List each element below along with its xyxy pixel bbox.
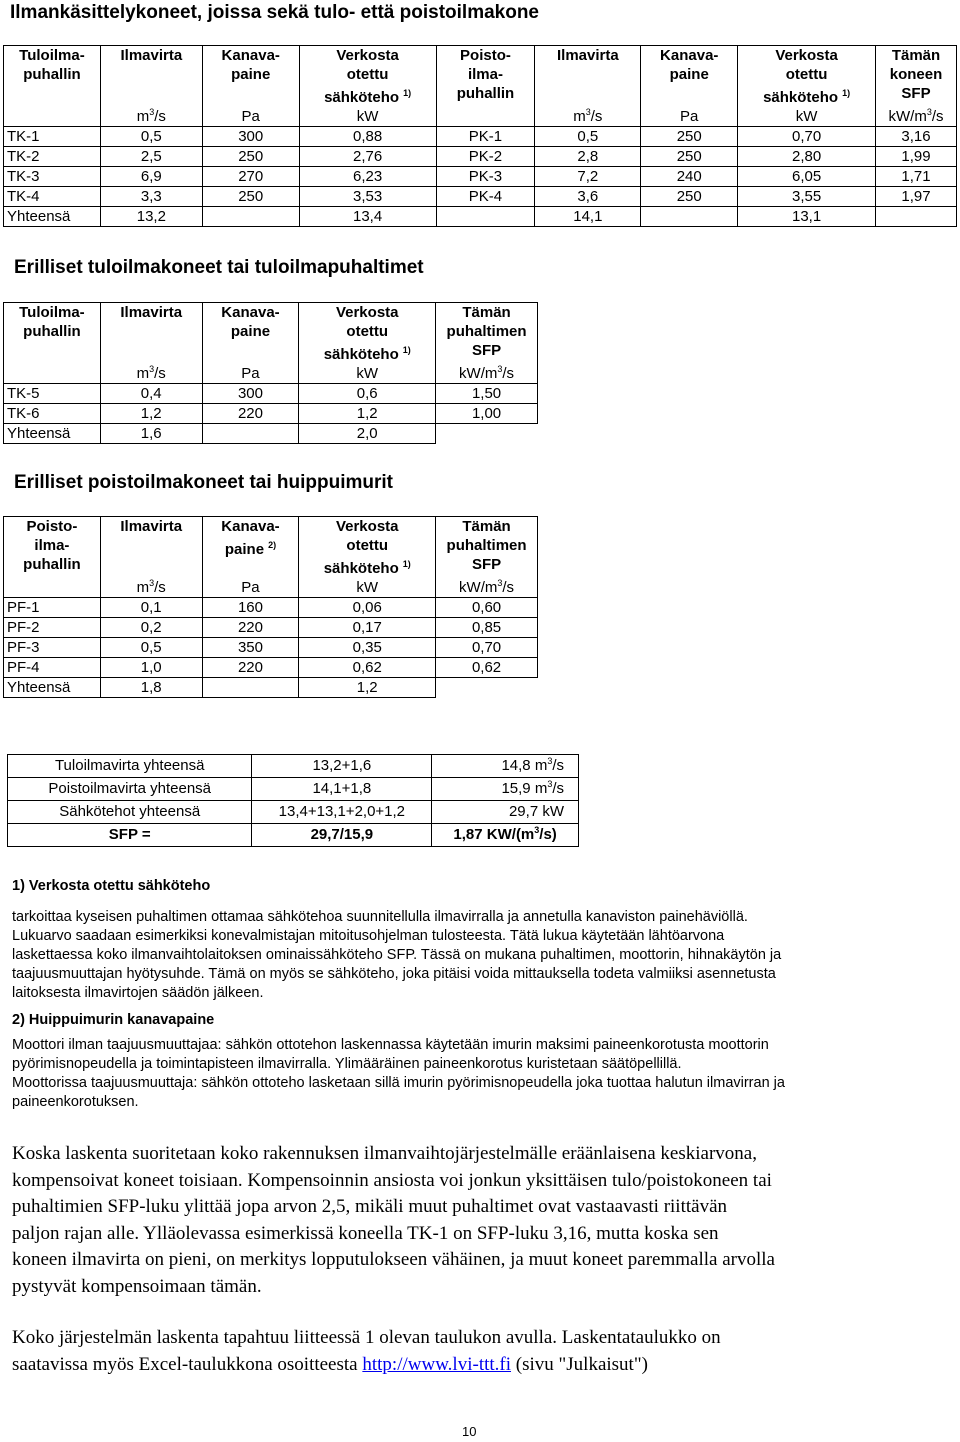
header-exhaust-fan: Poisto- ilma- puhallin	[436, 46, 535, 108]
note-2-line: Moottorissa taajuusmuuttaja: sähkön ottoteho lasketaan sillä imurin pyörimisnopeudella joka tuottaa halutun ilmavirran ja	[12, 1075, 785, 1091]
unit-pa: Pa	[641, 107, 738, 127]
table-row: PF-3 0,5 350 0,35 0,70	[4, 638, 538, 658]
header-airflow-2: Ilmavirta	[535, 46, 641, 108]
unit-pa: Pa	[202, 578, 299, 598]
header-power: Verkosta otettu sähköteho $^{1)}$	[299, 517, 436, 579]
table-row: TK-2 2,5 250 2,76 PK-2 2,8 250 2,80 1,99	[4, 147, 957, 167]
table-row: TK-5 0,4 300 0,6 1,50	[4, 384, 538, 404]
note-1-line: tarkoittaa kyseisen puhaltimen ottamaa sähkötehoa suunnitellulla ilmavirralla ja annetulla kanaviston painehäviöllä.	[12, 909, 748, 925]
table-row: TK-6 1,2 220 1,2 1,00	[4, 404, 538, 424]
header-duct-pressure-2: Kanava- paine	[641, 46, 738, 108]
unit-m3s: $m^3/s$	[100, 107, 202, 127]
note-2-title: 2) Huippuimurin kanavapaine	[12, 1012, 215, 1028]
summary-row: Sähkötehot yhteensä 13,4+13,1+2,0+1,2 29,7 kW	[8, 801, 579, 824]
header-exhaust-fan: Poisto- ilma- puhallin	[4, 517, 101, 579]
unit-kw: kW	[738, 107, 876, 127]
header-duct-pressure: Kanava- paine	[202, 46, 299, 108]
paragraph-2: Koko järjestelmän laskenta tapahtuu liitteessä 1 olevan taulukon avulla. Laskentataulukko on saatavissa myös Excel-taulukkona osoitteesta http://www.lvi-ttt.fi (sivu "Julkaisut")	[12, 1327, 721, 1375]
unit-m3s: $m^3/s$	[535, 107, 641, 127]
heading-3: Erilliset poistoilmakoneet tai huippuimurit	[14, 472, 393, 493]
unit-m3s: $m^3/s$	[100, 578, 202, 598]
table-row: TK-4 3,3 250 3,53 PK-4 3,6 250 3,55 1,97	[4, 187, 957, 207]
note-1-line: Lukuarvo saadaan esimerkiksi konevalmistajan mitoitusohjelman tulosteesta. Tätä lukua käytetään lähtöarvona	[12, 928, 725, 944]
header-power-2: Verkosta otettu sähköteho $^{1)}$	[738, 46, 876, 108]
header-power: Verkosta otettu sähköteho $^{1)}$	[299, 303, 436, 365]
unit-pa: Pa	[202, 364, 299, 384]
note-2-line: pyörimisnopeudella ja toimintapisteen ilmavirralla. Ylimääräinen paineenkorotus kuristetaan säätöpellillä.	[12, 1056, 682, 1072]
table-row: TK-3 6,9 270 6,23 PK-3 7,2 240 6,05 1,71	[4, 167, 957, 187]
note-1-line: laskettaessa koko ilmanvaihtolaitoksen ominaissähköteho SFP. Tässä on mukana puhaltimen, moottorin, hihnakäytön ja	[12, 947, 782, 963]
table-row: PF-1 0,1 160 0,06 0,60	[4, 598, 538, 618]
header-supply-fan: Tuloilma- puhallin	[4, 303, 101, 365]
header-airflow: Ilmavirta	[100, 517, 202, 579]
note-1-title: 1) Verkosta otettu sähköteho	[12, 878, 211, 894]
unit-kw: kW	[299, 364, 436, 384]
note-1-line: taajuusmuuttajan hyötysuhde. Tämä on myös se sähköteho, joka pitäisi voida mittauksella todeta valmiiksi asennetusta	[12, 966, 776, 982]
total-row: Yhteensä 1,6 2,0	[4, 424, 538, 444]
lvi-link[interactable]: http://www.lvi-ttt.fi	[362, 1353, 512, 1375]
page-number: 10	[462, 1424, 477, 1439]
unit-kw: kW	[299, 578, 436, 598]
heading-1: Ilmankäsittelykoneet, joissa sekä tulo- että poistoilmakone	[10, 2, 540, 23]
table-supply-units	[3, 302, 538, 444]
header-power: Verkosta otettu sähköteho $^{1)}$	[299, 46, 436, 108]
total-row: Yhteensä 13,2 13,4 14,1 13,1	[4, 207, 957, 227]
table-row: PF-4 1,0 220 0,62 0,62	[4, 658, 538, 678]
table-row: PF-2 0,2 220 0,17 0,85	[4, 618, 538, 638]
header-duct-pressure: Kanava- paine	[202, 303, 299, 365]
unit-kwm3s: $kW/m^3/s$	[436, 578, 538, 598]
summary-table	[7, 754, 579, 847]
header-supply-fan: Tuloilma- puhallin	[4, 46, 101, 108]
header-sfp: Tämän puhaltimen SFP	[436, 517, 538, 579]
note-2-line: Moottori ilman taajuusmuuttajaa: sähkön ottotehon laskennassa käytetään imurin maksimi paineenkorotusta moottorin	[12, 1037, 769, 1053]
unit-m3s: $m^3/s$	[100, 364, 202, 384]
header-duct-pressure: Kanava- paine $^{2)}$	[202, 517, 299, 579]
header-sfp: Tämän koneen SFP	[876, 46, 957, 108]
header-sfp: Tämän puhaltimen SFP	[436, 303, 538, 365]
unit-kwm3s: $kW/m^3/s$	[876, 107, 957, 127]
summary-row: Tuloilmavirta yhteensä 13,2+1,6 14,8 $m^3/s$	[8, 755, 579, 778]
note-2-line: paineenkorotuksen.	[12, 1094, 139, 1110]
unit-kw: kW	[299, 107, 436, 127]
table-exhaust-units	[3, 516, 538, 698]
summary-row-sfp: SFP = 29,7/15,9 1,87 $KW/(m^3/s)$	[8, 824, 579, 847]
unit-pa: Pa	[202, 107, 299, 127]
total-row: Yhteensä 1,8 1,2	[4, 678, 538, 698]
heading-2: Erilliset tuloilmakoneet tai tuloilmapuhaltimet	[14, 257, 424, 278]
table-row: TK-1 0,5 300 0,88 PK-1 0,5 250 0,70 3,16	[4, 127, 957, 147]
table-combined-units	[3, 45, 957, 227]
unit-kwm3s: $kW/m^3/s$	[436, 364, 538, 384]
summary-row: Poistoilmavirta yhteensä 14,1+1,8 15,9 $m^3/s$	[8, 778, 579, 801]
header-airflow: Ilmavirta	[100, 303, 202, 365]
paragraph-1: Koska laskenta suoritetaan koko rakennuksen ilmanvaihtojärjestelmälle eräänlaisena keskiarvona, kompensoivat koneet toisiaan. Kompensoinnin ansiosta voi jonkun yksittäisen tulo/poistokoneen tai puhaltimien SFP-luku ylittää jopa arvon 2,5, mikäli muut puhaltimet ovat vastaavasti riittävän paljon rajan alle. Ylläolevassa esimerkissä koneella TK-1 on SFP-luku 3,16, mutta koska sen koneen ilmavirta on pieni, on merkitys lopputulokseen vähäinen, ja muut koneet paremmalla arvolla pystyvät kompensoimaan tämän.	[12, 1143, 775, 1297]
note-1-line: laitoksesta ilmavirtojen säädön jälkeen.	[12, 985, 264, 1001]
footnotes	[12, 877, 952, 1112]
header-airflow: Ilmavirta	[100, 46, 202, 108]
